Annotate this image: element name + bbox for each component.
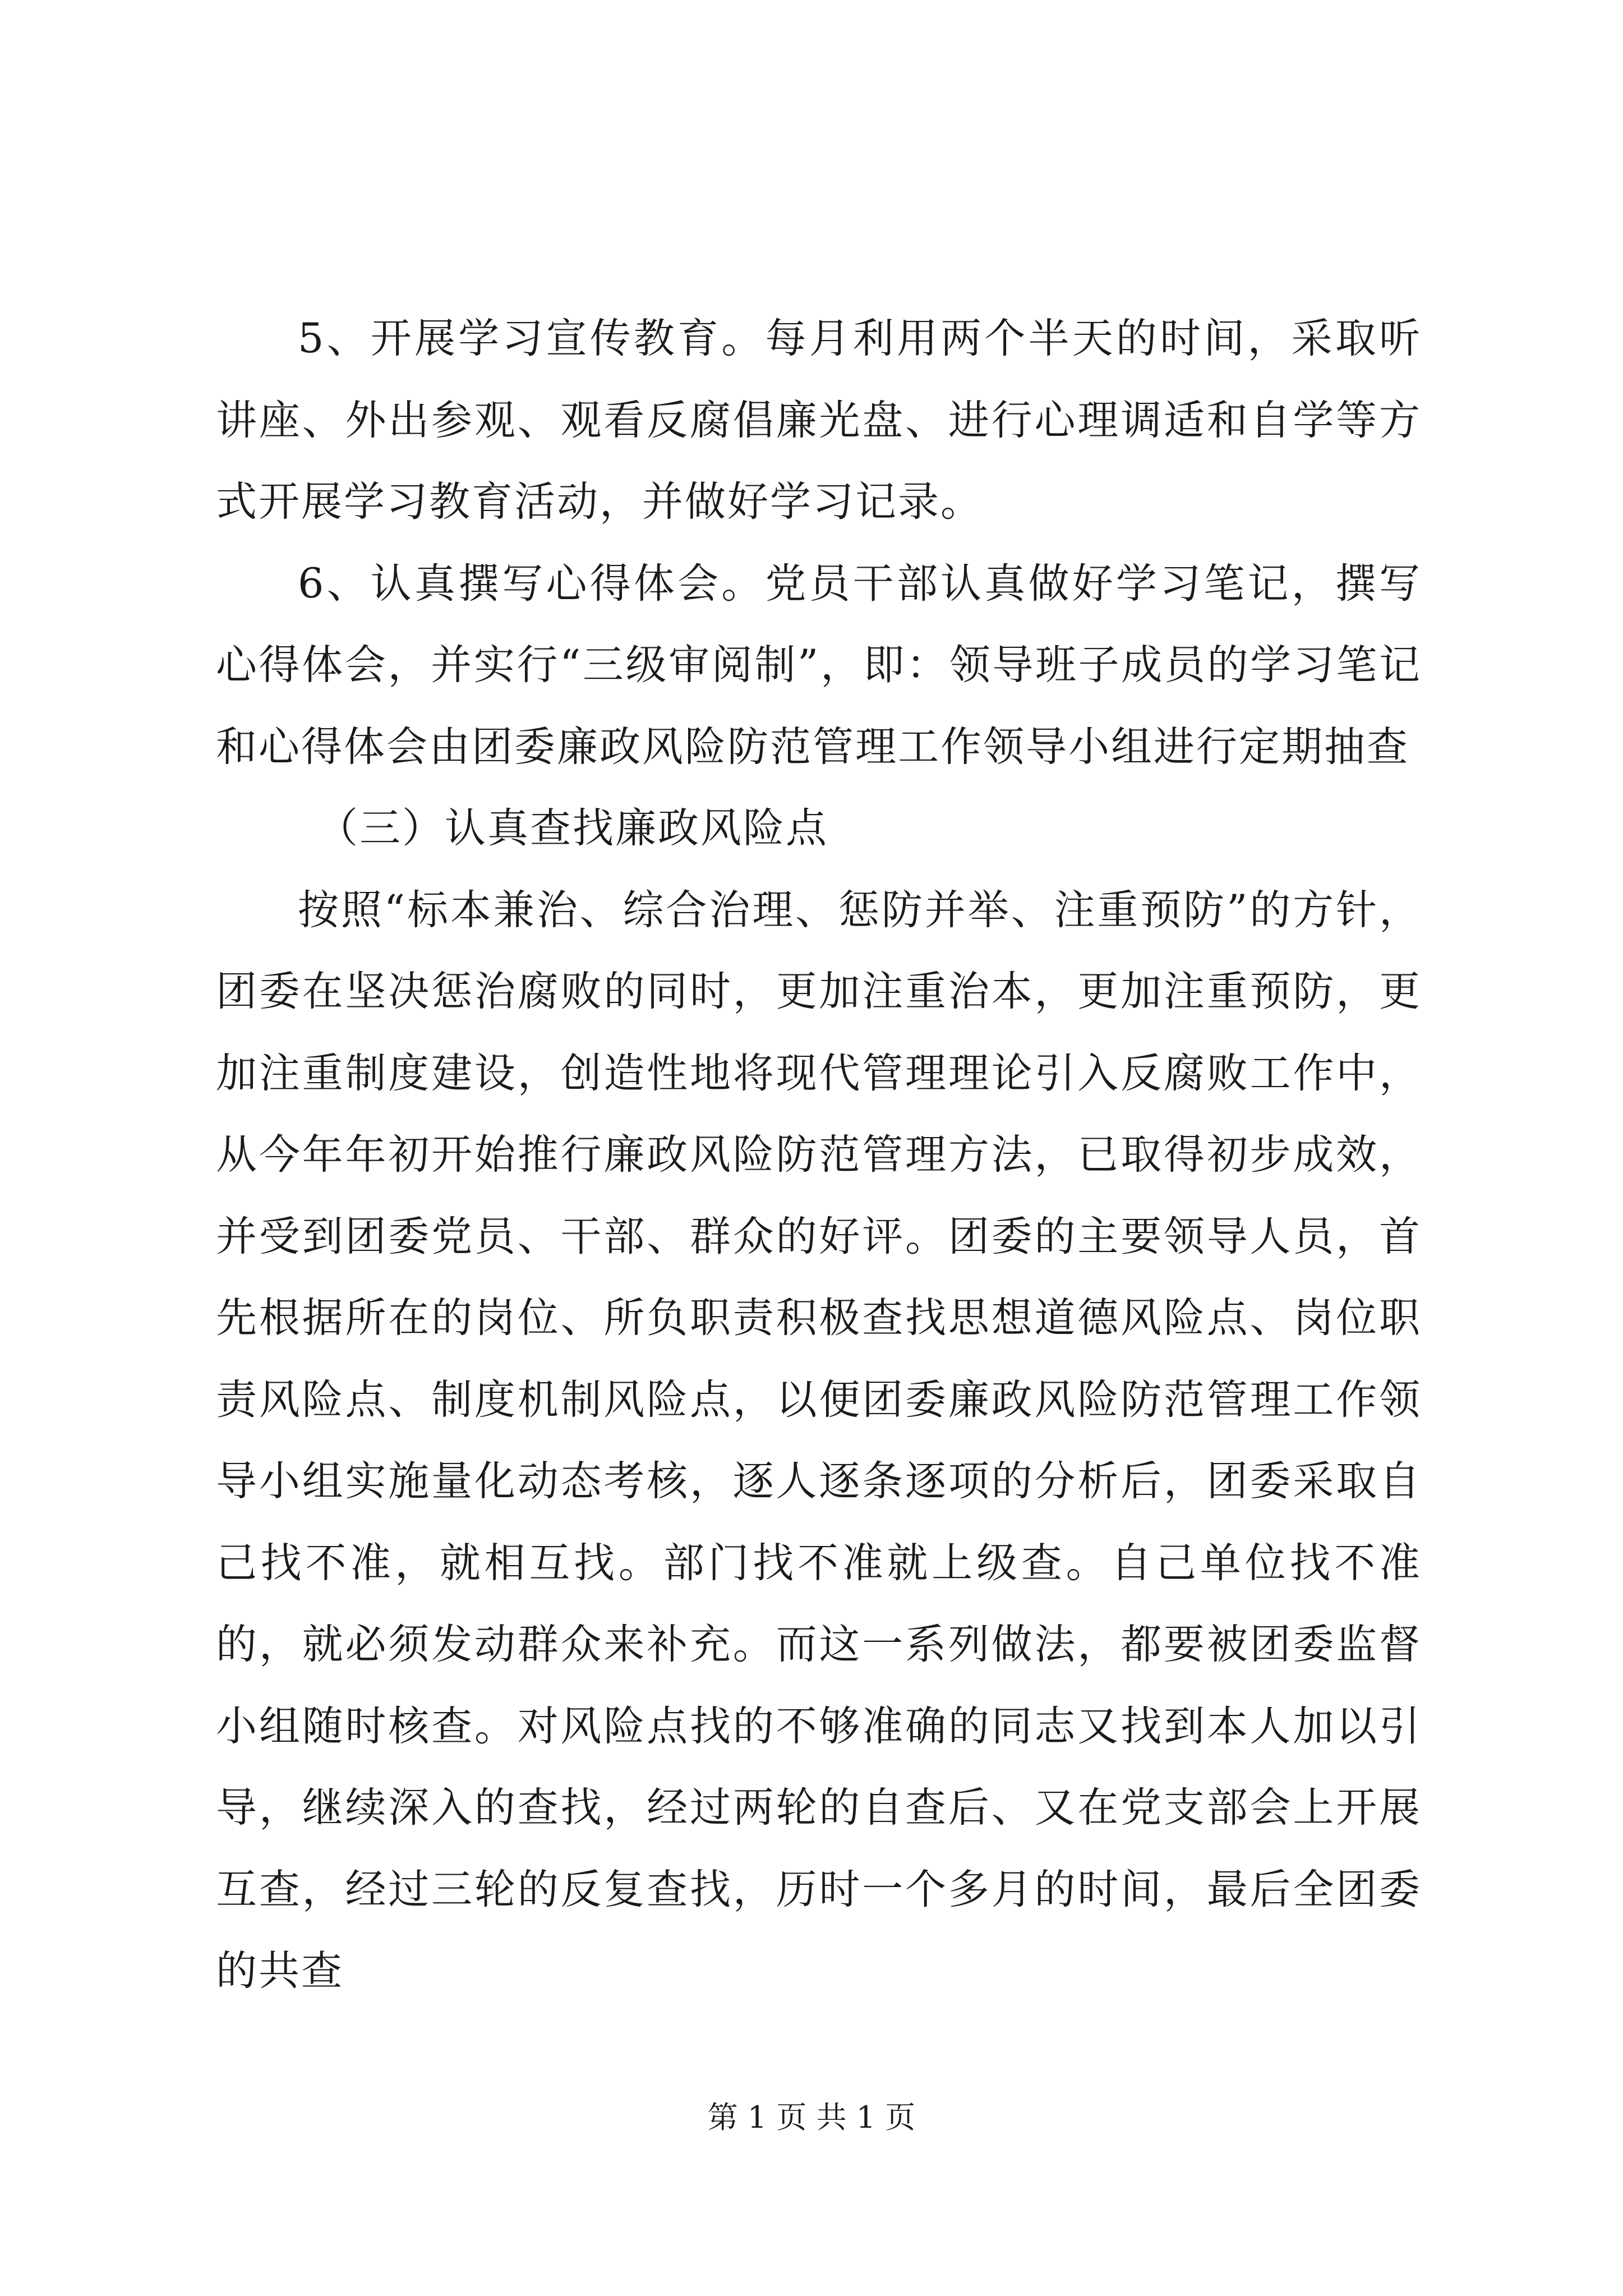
document-body [216, 298, 1422, 2012]
paragraph-item-5: 5、开展学习宣传教育。每月利用两个半天的时间，采取听讲座、外出参观、观看反腐倡廉光盘、进行心理调适和自学等方式开展学习教育活动，并做好学习记录。 [216, 315, 1422, 526]
section-heading: （三）认真查找廉政风险点 [317, 804, 828, 852]
paragraph-body: 按照“标本兼治、综合治理、惩防并举、注重预防”的方针，团委在坚决惩治腐败的同时，更加注重治本，更加注重预防，更加注重制度建设，创造性地将现代管理理论引入反腐败工作中，从今年年初开始推行廉政风险防范管理方法，已取得初步成效，并受到团委党员、干部、群众的好评。团委的主要领导人员，首先根据所在的岗位、所负职责积极查找思想道德风险点、岗位职责风险点、制度机制风险点，以便团委廉政风险防范管理工作领导小组实施量化动态考核，逐人逐条逐项的分析后，团委采取自己找不准，就相互找。部门找不准就上级查。自己单位找不准的，就必须发动群众来补充。而这一系列做法，都要被团委监督小组随时核查。对风险点找的不够准确的同志又找到本人加以引导，继续深入的查找，经过两轮的自查后、又在党支部会上开展互查，经过三轮的反复查找，历时一个多月的时间，最后全团委的共查 [216, 886, 1422, 1995]
paragraph-item-6: 6、认真撰写心得体会。党员干部认真做好学习笔记，撰写心得体会，并实行“三级审阅制”，即：领导班子成员的学习笔记和心得体会由团委廉政风险防范管理工作领导小组进行定期抽查 [216, 559, 1422, 771]
page-footer: 第 1 页 共 1 页 [707, 2100, 916, 2135]
